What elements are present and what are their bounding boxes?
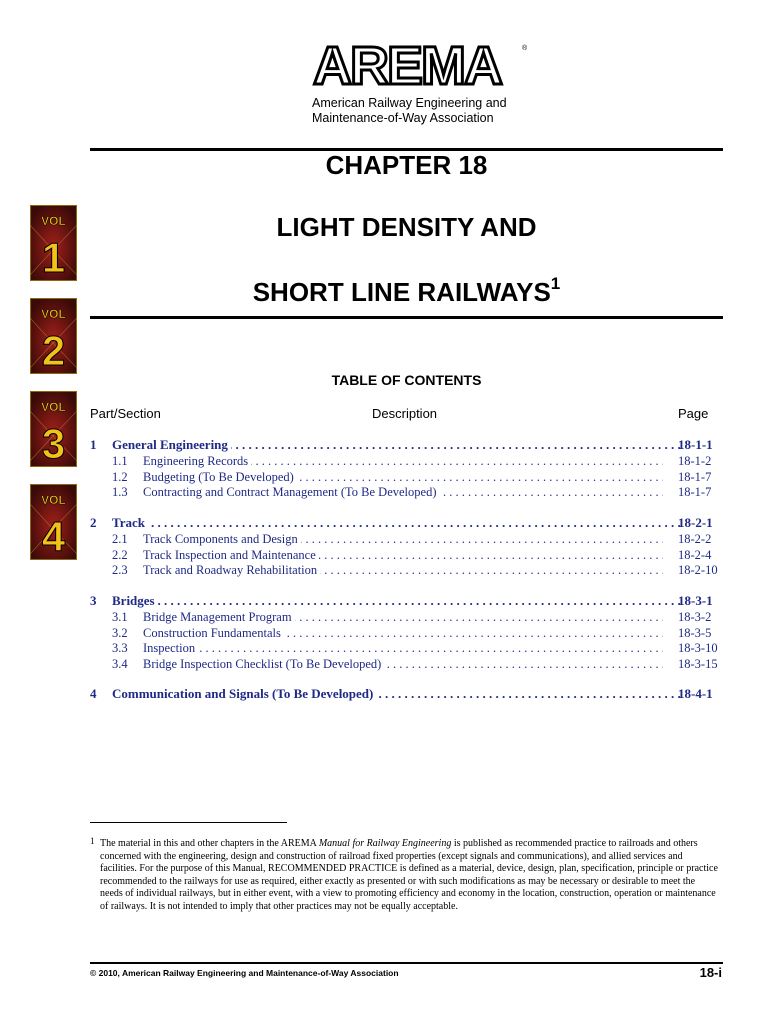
toc-section-2-2[interactable] [90,547,723,563]
toc-entry-page: 18-2-10 [678,563,718,577]
toc-section-3-2[interactable] [90,625,723,641]
footer-rule [90,962,723,964]
arema-wordmark [282,38,532,94]
volume-number: 3 [41,420,66,467]
chapter-heading: CHAPTER 18 [325,150,488,180]
toc-entry-page: 18-2-1 [678,515,713,530]
volume-label: VOL [41,493,66,507]
arema-logo [282,38,532,128]
logo-org-line2: Maintenance-of-Way Association [312,111,494,125]
toc-col-page: Page [678,406,709,421]
toc-entry-leader [143,469,663,485]
toc-entry-leader [143,609,663,625]
toc-entry-page: 18-3-1 [678,593,713,608]
toc-entry-leader [143,453,663,469]
toc-section-1-1[interactable] [90,453,723,469]
toc-entry-page: 18-3-10 [678,641,718,655]
toc-entry-leader [143,484,663,500]
toc-section-1-3[interactable] [90,484,723,500]
toc-part-4[interactable] [90,686,723,702]
toc-entry-leader [112,515,682,531]
toc-col-part: Part/Section [90,406,161,421]
toc-entry-page: 18-1-7 [678,485,712,499]
toc-entry-title: Engineering Records [143,454,251,468]
volume-number: 2 [41,327,66,374]
toc-entry-page: 18-4-1 [678,686,713,701]
toc-section-2-3[interactable] [90,562,723,578]
volume-label: VOL [41,400,66,414]
toc-entry-page: 18-3-15 [678,656,718,671]
toc-entry-title: Track [112,515,148,530]
toc-entry-page: 18-1-7 [678,469,712,484]
toc-entry-page: 18-3-2 [678,610,712,624]
toc-entry-page: 18-2-2 [678,532,712,546]
toc-section-1-2[interactable] [90,469,723,485]
volume-number: 4 [41,513,66,560]
toc-entry-number: 2.1 [112,532,128,546]
volume-label: VOL [41,214,66,228]
toc-entry-title: Inspection [143,641,198,655]
toc-part-3[interactable] [90,593,723,609]
volume-2-badge[interactable] [30,298,77,374]
toc-entry-leader [112,686,682,702]
toc-part-1[interactable] [90,437,723,453]
toc-part-2[interactable] [90,515,723,531]
toc-entry-leader [143,562,663,578]
toc-entry-number: 3.2 [112,625,128,640]
logo-wordmark-text: AREMA [313,38,501,94]
toc-entry-number: 3.3 [112,641,128,655]
title-footnote-mark: 1 [550,274,561,293]
footer-page-number: 18-i [699,965,722,980]
footnote-text [100,838,720,914]
toc-entry-number: 3.4 [112,656,128,671]
toc-col-description: Description [372,406,438,421]
toc-entry-leader [112,437,682,453]
toc-entry-leader [143,656,663,672]
toc-entry-number: 2 [90,515,97,530]
toc-entry-leader [112,593,682,609]
footnote-text-after: is published as recommended practice to railroads and others concerned with the engineering, design and construction of railroad fixed properties (except signals and communications), and allied services and facilities. For the purpose of this Manual, RECOMMENDED PRACTICE is defined as a material, device, design, plan, specification, principle or practice recommended to the railways for use as required, either exactly as presented or with such modifications as may be necessary or desirable to meet the needs of individual railways, but in either event, with a view to promoting efficiency and economy in the location, construction, operation or maintenance of railways. It is not intended to imply that other practices may not be equally acceptable. [100,838,718,912]
toc-entry-number: 3.1 [112,610,128,624]
toc-section-3-4[interactable] [90,656,723,672]
footer-copyright: © 2010, American Railway Engineering and Maintenance-of-Way Association [90,968,399,978]
toc-entry-title: Bridge Management Program [143,610,295,624]
toc-entry-leader [143,531,663,547]
toc-entry-title: Track Inspection and Maintenance [143,548,319,562]
chapter-title-line2-text: SHORT LINE RAILWAYS [252,277,551,307]
volume-3-badge[interactable] [30,391,77,467]
volume-number: 1 [41,234,66,281]
toc-section-2-1[interactable] [90,531,723,547]
toc-entry-title: Track and Roadway Rehabilitation [143,563,320,577]
toc-entry-title: Bridge Inspection Checklist (To Be Developed) [143,657,384,671]
chapter-title-line1: LIGHT DENSITY AND [276,212,537,242]
toc-entry-title: General Engineering [112,437,231,452]
volume-1-badge[interactable] [30,205,77,281]
toc-entry-number: 1.2 [112,469,128,484]
toc-entry-page: 18-1-1 [678,437,713,452]
footnote-text-before: The material in this and other chapters in the AREMA [100,838,319,849]
toc-entry-page: 18-2-4 [678,547,712,562]
volume-label: VOL [41,307,66,321]
toc-entry-number: 3 [90,593,97,608]
volume-4-badge[interactable] [30,484,77,560]
toc-entry-title: Budgeting (To Be Developed) [143,470,297,484]
toc-entry-title: Construction Fundamentals [143,626,284,640]
toc-section-3-1[interactable] [90,609,723,625]
toc-entry-leader [143,547,663,563]
toc-entry-number: 4 [90,686,97,701]
title-bottom-rule [90,316,723,319]
toc-entry-number: 1.1 [112,454,128,468]
logo-org-name [312,96,542,126]
toc-entry-number: 2.3 [112,563,128,577]
toc-entry-title: Bridges [112,593,158,608]
logo-org-line1: American Railway Engineering and [312,96,507,110]
toc-title: TABLE OF CONTENTS [331,372,482,388]
toc-section-3-3[interactable] [90,640,723,656]
toc-entry-number: 1 [90,437,97,452]
toc-entry-page: 18-1-2 [678,454,712,468]
toc-entry-leader [143,640,663,656]
toc-entry-page: 18-3-5 [678,625,712,640]
toc-entry-number: 1.3 [112,485,128,499]
chapter-title-line2 [90,274,723,308]
footnote-manual-title: Manual for Railway Engineering [318,838,452,849]
toc-entry-title: Track Components and Design [143,532,301,546]
footnote-mark: 1 [90,836,95,846]
toc-entry-title: Communication and Signals (To Be Developed) [112,686,376,701]
toc-entry-number: 2.2 [112,547,128,562]
toc-entry-leader [143,625,663,641]
footnote-rule [90,822,287,823]
svg-text:®: ® [522,45,528,52]
toc-entry-title: Contracting and Contract Management (To Be Developed) [143,485,439,499]
